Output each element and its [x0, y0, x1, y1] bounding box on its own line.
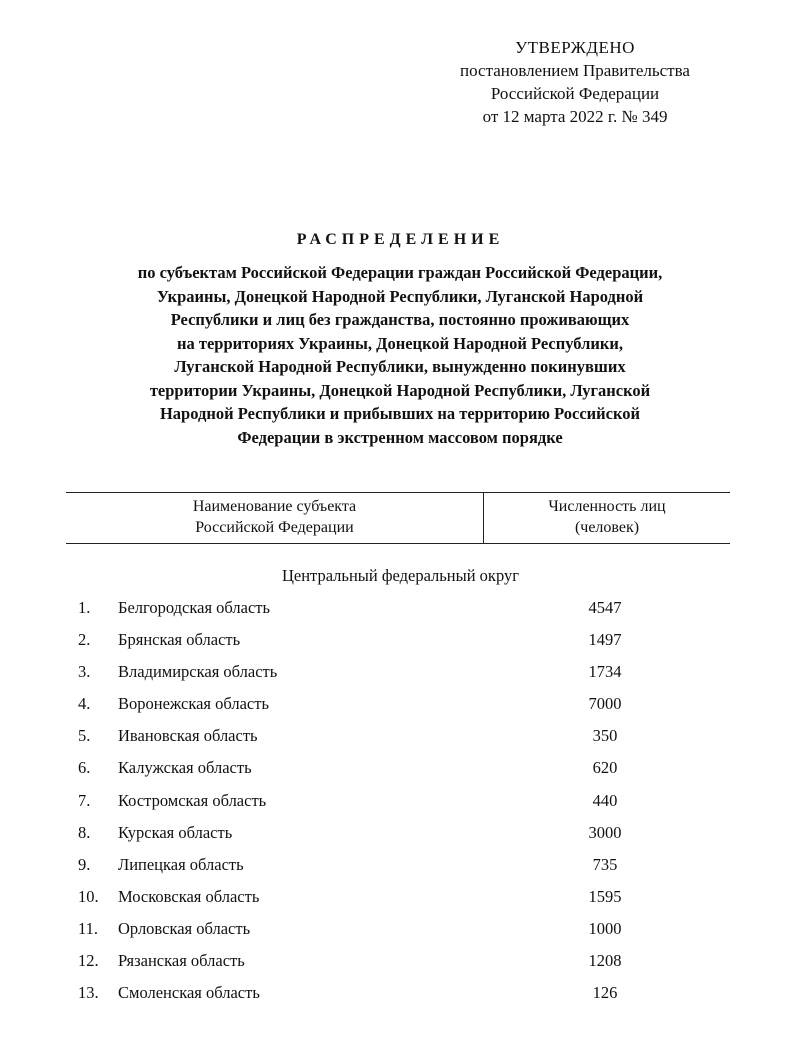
table-row [0, 950, 801, 982]
row-count: 7000 [588, 694, 622, 714]
row-region: Рязанская область [118, 951, 245, 971]
table-row [0, 886, 801, 918]
table-row [0, 661, 801, 693]
table-row [0, 725, 801, 757]
row-count: 735 [592, 854, 618, 874]
header-count-line-1: Численность лиц [548, 498, 666, 515]
row-region: Белгородская область [118, 598, 271, 617]
row-count: 126 [592, 983, 618, 1003]
approval-heading: УТВЕРЖДЕНО [515, 38, 635, 57]
approval-line-2: Российской Федерации [490, 84, 660, 103]
district-heading: Центральный федеральный округ [281, 566, 519, 585]
row-region: Воронежская область [118, 694, 269, 714]
row-region: Курская область [118, 822, 233, 842]
row-number: 5. [78, 726, 91, 746]
subtitle-line: на территориях Украины, Донецкой Народной Республики, [177, 333, 623, 353]
row-number: 8. [78, 822, 91, 842]
header-count-line-2: (человек) [574, 519, 640, 536]
subtitle-line: Луганской Народной Республики, вынужденно покинувших [174, 357, 626, 376]
table-row [0, 790, 801, 822]
subtitle-line: Народной Республики и прибывших на территорию Российской [159, 404, 641, 423]
row-number: 3. [78, 662, 91, 682]
row-count: 3000 [588, 822, 622, 842]
document-subtitle [60, 261, 740, 449]
row-region: Липецкая область [118, 854, 244, 874]
table-row [0, 918, 801, 950]
row-count: 1595 [588, 886, 622, 906]
row-number: 12. [78, 951, 99, 971]
row-region: Московская область [118, 886, 260, 906]
subtitle-line: Украины, Донецкой Народной Республики, Луганской Народной [156, 286, 644, 306]
header-person-count [484, 493, 730, 543]
row-number: 1. [78, 598, 91, 617]
row-count: 350 [592, 726, 618, 746]
document-title: РАСПРЕДЕЛЕНИЕ [296, 231, 505, 248]
row-region: Орловская область [118, 918, 251, 938]
table-row [0, 982, 801, 1014]
header-subject-line-1: Наименование субъекта [192, 498, 357, 515]
row-region: Смоленская область [118, 983, 260, 1003]
header-subject-line-2: Российской Федерации [195, 519, 354, 536]
table-header [66, 492, 730, 544]
table-body [0, 597, 801, 1014]
approval-block [420, 36, 730, 128]
row-number: 7. [78, 790, 91, 810]
row-number: 6. [78, 758, 91, 778]
row-region: Костромская область [118, 790, 267, 810]
header-subject-name [66, 493, 484, 543]
row-region: Брянская область [118, 630, 241, 650]
row-count: 1000 [588, 918, 622, 938]
table-row [0, 629, 801, 661]
approval-line-3: от 12 марта 2022 г. № 349 [482, 107, 668, 126]
row-count: 440 [592, 790, 618, 810]
row-number: 9. [78, 854, 91, 874]
row-count: 1734 [588, 662, 622, 682]
approval-line-1: постановлением Правительства [460, 61, 690, 80]
table-row [0, 757, 801, 789]
row-number: 13. [78, 983, 99, 1003]
table-row [0, 597, 801, 629]
row-count: 1208 [588, 951, 622, 971]
row-count: 620 [592, 758, 618, 778]
subtitle-line: территории Украины, Донецкой Народной Республики, Луганской [149, 380, 651, 400]
row-region: Калужская область [118, 758, 252, 778]
row-number: 4. [78, 694, 91, 714]
subtitle-line: Федерации в экстренном массовом порядке [237, 427, 563, 447]
row-region: Ивановская область [118, 726, 258, 746]
table-row [0, 854, 801, 886]
row-number: 11. [78, 918, 99, 938]
subtitle-line: Республики и лиц без гражданства, постоянно проживающих [170, 310, 630, 329]
table-row [0, 693, 801, 725]
row-count: 4547 [588, 598, 622, 617]
subtitle-line: по субъектам Российской Федерации граждан Российской Федерации, [137, 263, 663, 282]
row-count: 1497 [588, 630, 622, 650]
row-region: Владимирская область [118, 662, 278, 682]
row-number: 10. [78, 886, 99, 906]
row-number: 2. [78, 630, 91, 650]
table-row [0, 822, 801, 854]
